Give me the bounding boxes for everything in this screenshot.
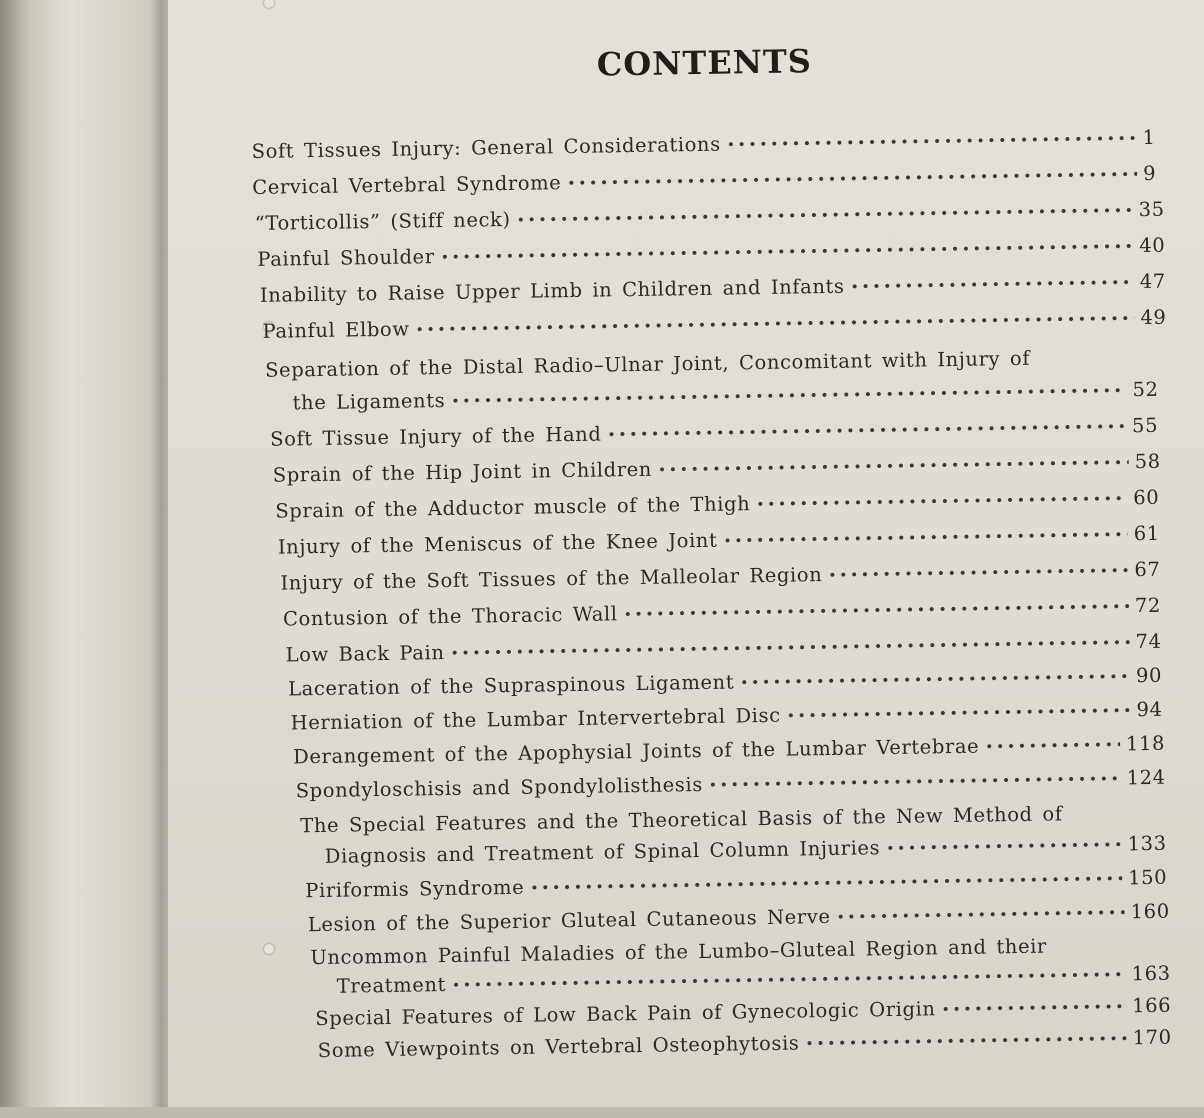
leader-dots [441, 237, 1134, 268]
toc-entry-title: Diagnosis and Treatment of Spinal Column Injuries [324, 836, 881, 868]
leader-dots [451, 381, 1127, 412]
toc-entry-page: 163 [1131, 961, 1171, 986]
toc-entry-page: 61 [1133, 521, 1160, 546]
toc-entry [280, 553, 1160, 595]
toc-entry-title: Injury of the Soft Tissues of the Malleolar Region [280, 563, 823, 595]
toc-entry-page: 72 [1134, 593, 1162, 618]
toc-entry-page: 52 [1132, 377, 1159, 402]
toc-entry-title: Herniation of the Lumbar Intervertebral Disc [290, 703, 781, 735]
toc-entry-title: Cervical Vertebral Syndrome [252, 171, 562, 199]
toc-entry-title: Inability to Raise Upper Limb in Children and Infants [259, 274, 845, 307]
toc-entry-title: Painful Shoulder [257, 245, 435, 271]
leader-dots [517, 201, 1133, 231]
leader-dots [836, 903, 1125, 928]
toc-entry-title-line1: Separation of the Distal Radio–Ulnar Joint, Concomitant with Injury of [264, 346, 1031, 382]
toc-entry [275, 481, 1159, 523]
leader-dots [727, 129, 1137, 155]
toc-entry [273, 445, 1161, 487]
leader-dots [607, 417, 1126, 445]
toc-entry-title-line1: The Special Features and the Theoretical Basis of the New Method of [300, 802, 1063, 838]
toc-entry [257, 229, 1165, 271]
toc-entry [260, 265, 1166, 307]
toc-entry-page: 166 [1132, 993, 1172, 1018]
leader-dots [787, 701, 1131, 726]
toc-entry-title: Piriformis Syndrome [305, 875, 525, 903]
leader-dots [756, 489, 1127, 515]
toc-entry-page: 47 [1139, 269, 1167, 294]
toc-entry-page: 67 [1134, 557, 1161, 582]
leader-dots [658, 453, 1129, 480]
toc-entry-page: 55 [1131, 413, 1159, 438]
toc-entry [278, 517, 1160, 559]
toc-entry-title: “Torticollis” (Stiff neck) [254, 207, 511, 235]
toc-entry [270, 409, 1158, 451]
toc-entry-page: 40 [1139, 233, 1166, 258]
leader-dots [985, 735, 1120, 757]
toc-entry-title: Soft Tissues Injury: General Considerations [251, 132, 721, 163]
toc-entry-page: 160 [1130, 899, 1170, 924]
toc-entry-title: Special Features of Low Back Pain of Gynecologic Origin [315, 997, 936, 1031]
toc-entry-title: Lesion of the Superior Gluteal Cutaneous Nerve [307, 904, 831, 937]
leader-dots [805, 1029, 1127, 1054]
leader-dots [941, 997, 1126, 1020]
toc-entry [252, 157, 1156, 199]
toc-entry-title: Sprain of the Adductor muscle of the Thigh [275, 492, 751, 523]
toc-entry-page: 124 [1126, 765, 1166, 790]
toc-entry-title: Sprain of the Hip Joint in Children [272, 457, 653, 487]
toc-entry-title: Spondyloschisis and Spondylolisthesis [295, 772, 704, 803]
toc-entry-title: Laceration of the Supraspinous Ligament [287, 670, 735, 701]
leader-dots [828, 561, 1128, 586]
toc-entry-page: 90 [1135, 663, 1163, 688]
toc-entry-title: the Ligaments [292, 388, 446, 415]
toc-entry-page: 9 [1142, 161, 1157, 185]
toc-entry-page: 94 [1136, 697, 1163, 722]
toc-entry-page: 1 [1142, 125, 1156, 149]
toc-entry-page: 35 [1138, 197, 1165, 222]
page-title: CONTENTS [596, 42, 813, 84]
toc-entry-title: Treatment [336, 973, 447, 998]
toc-entry-title-line1: Uncommon Painful Maladies of the Lumbo–Gluteal Region and their [310, 934, 1048, 970]
toc-entry-page: 74 [1135, 629, 1162, 654]
toc-entry-page: 60 [1133, 485, 1160, 510]
toc-entry-title: Contusion of the Thoracic Wall [282, 602, 618, 631]
leader-dots [850, 273, 1134, 297]
toc-entry [283, 589, 1161, 631]
toc-entry-page: 118 [1125, 731, 1166, 756]
toc-entry-title: Low Back Pain [285, 641, 445, 667]
leader-dots [530, 869, 1122, 898]
toc-entry-title: Injury of the Meniscus of the Knee Joint [277, 528, 718, 559]
leader-dots [415, 309, 1134, 340]
toc-entry [251, 121, 1155, 163]
leader-dots [723, 525, 1128, 551]
leader-dots [623, 597, 1129, 625]
toc-entry-page: 170 [1132, 1025, 1172, 1050]
toc-entry-title: Painful Elbow [262, 317, 410, 343]
toc-entry-page: 150 [1127, 865, 1168, 890]
toc-entry-title: Soft Tissue Injury of the Hand [270, 422, 602, 451]
leader-dots [709, 769, 1121, 795]
toc-entry-page: 133 [1127, 831, 1167, 856]
toc-entry-title: Some Viewpoints on Vertebral Osteophytosis [317, 1031, 800, 1063]
leader-dots [740, 667, 1130, 693]
toc-entry-title: Derangement of the Apophysial Joints of the Lumbar Vertebrae [293, 734, 980, 769]
toc-entry [295, 761, 1165, 803]
leader-dots [450, 633, 1129, 664]
leader-dots [886, 835, 1122, 859]
toc-entry-page: 49 [1140, 305, 1167, 330]
toc-entry [308, 895, 1170, 937]
toc-entry-page: 58 [1134, 449, 1161, 474]
toc-entry [255, 193, 1165, 235]
leader-dots [567, 165, 1137, 194]
toc-entry [262, 301, 1166, 343]
